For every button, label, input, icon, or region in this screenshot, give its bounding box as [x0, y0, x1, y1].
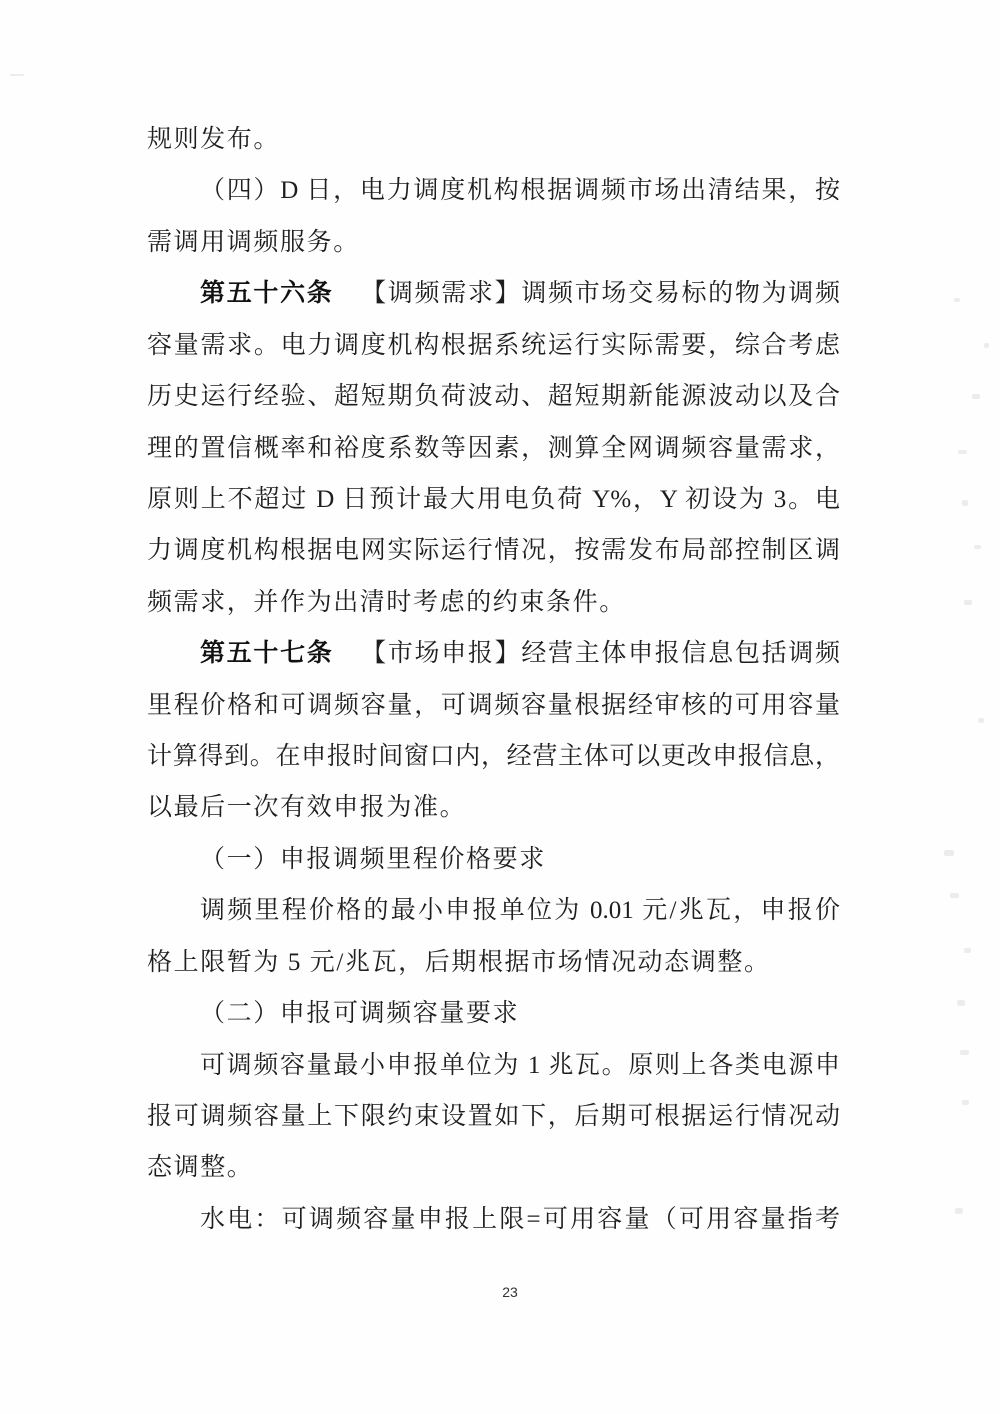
scan-artifact	[955, 1208, 963, 1214]
page-number: 23	[502, 1284, 518, 1300]
text-line: 需调用调频服务。	[147, 228, 360, 256]
article-number: 第五十七条	[200, 640, 334, 668]
article-56-first-line	[147, 268, 840, 319]
scan-artifact	[950, 893, 959, 898]
text-line: 原则上不超过 D 日预计最大用电负荷 Y%，Y 初设为 3。电	[147, 485, 840, 513]
scan-artifact	[972, 394, 980, 399]
scan-artifact	[957, 1000, 965, 1006]
section-title: （二）申报可调频容量要求	[200, 1000, 520, 1028]
article-number: 第五十六条	[200, 280, 334, 308]
scan-artifact	[962, 500, 968, 506]
text-line: 理的置信概率和裕度系数等因素，测算全网调频容量需求，	[147, 434, 840, 462]
scan-artifact	[944, 850, 954, 856]
scan-artifact	[978, 718, 984, 723]
scan-artifact	[958, 450, 967, 454]
text-line: 计算得到。在申报时间窗口内，经营主体可以更改申报信息，	[147, 743, 840, 771]
text-line: 态调整。	[147, 1154, 254, 1182]
scan-artifact	[10, 74, 24, 76]
text-line: 格上限暂为 5 元/兆瓦，后期根据市场情况动态调整。	[147, 948, 771, 976]
article-57-first-line	[147, 628, 840, 679]
text-line: 力调度机构根据电网实际运行情况，按需发布局部控制区调	[147, 537, 840, 565]
text-line: 可调频容量最小申报单位为 1 兆瓦。原则上各类电源申	[200, 1051, 840, 1079]
text-line: 以最后一次有效申报为准。	[147, 794, 467, 822]
body-text	[147, 114, 840, 1245]
text-line: 频需求，并作为出清时考虑的约束条件。	[147, 588, 626, 616]
article-text: 经营主体申报信息包括调频	[521, 640, 840, 668]
text-line: 调频里程价格的最小申报单位为 0.01 元/兆瓦，申报价	[200, 897, 840, 925]
scan-artifact	[960, 1050, 969, 1055]
text-line: 历史运行经验、超短期负荷波动、超短期新能源波动以及合	[147, 383, 840, 411]
article-text: 调频市场交易标的物为调频	[521, 280, 840, 308]
text-line: （四）D 日，电力调度机构根据调频市场出清结果，按	[200, 177, 840, 205]
section-title: （一）申报调频里程价格要求	[200, 845, 546, 873]
text-line: 规则发布。	[147, 126, 281, 153]
scan-artifact	[962, 1100, 969, 1105]
article-heading: 【调频需求】	[359, 280, 522, 308]
article-heading: 【市场申报】	[359, 640, 522, 668]
text-line: 容量需求。电力调度机构根据系统运行实际需要，综合考虑	[147, 331, 840, 359]
scan-artifact	[964, 948, 971, 953]
scan-artifact	[954, 298, 960, 302]
scan-artifact	[964, 600, 972, 605]
scan-artifact	[984, 343, 989, 348]
scan-artifact	[974, 545, 981, 549]
text-line: 报可调频容量上下限约束设置如下，后期可根据运行情况动	[147, 1103, 840, 1131]
text-line: 里程价格和可调频容量，可调频容量根据经审核的可用容量	[147, 691, 840, 719]
text-line: 水电：可调频容量申报上限=可用容量（可用容量指考	[200, 1205, 840, 1233]
